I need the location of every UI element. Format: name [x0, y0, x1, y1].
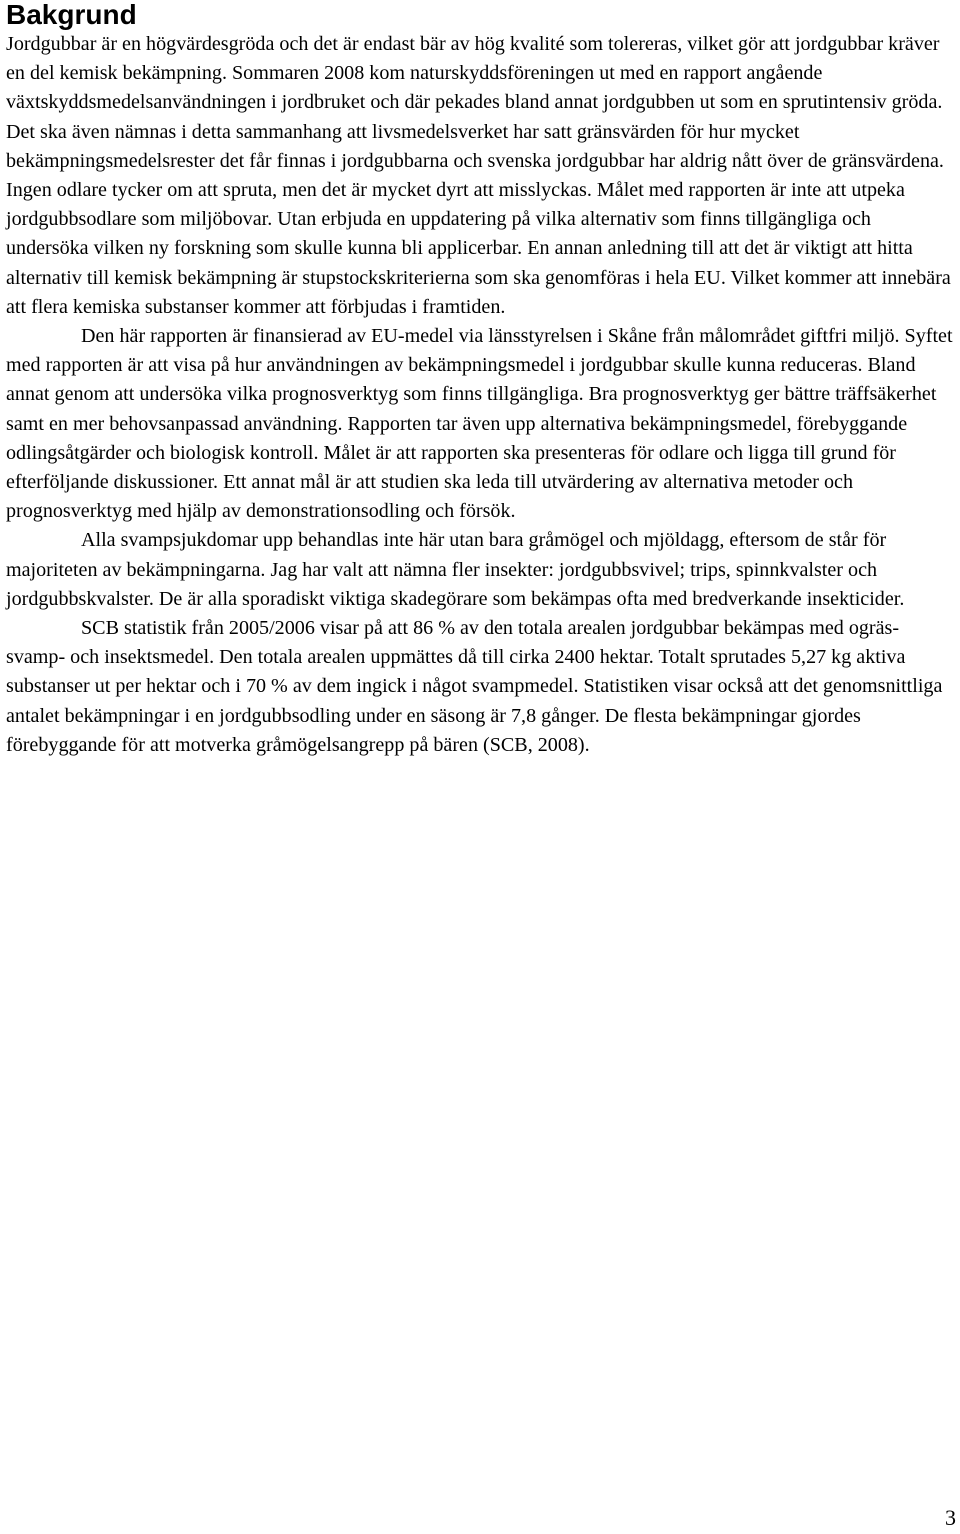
document-page: [6, 0, 956, 760]
paragraph-funding: Den här rapporten är finansierad av EU-medel via länsstyrelsen i Skåne från målområdet giftfri miljö. Syftet med rapporten är att visa på hur användningen av bekämpningsmedel i jordgubbar skulle kunna reduceras. Bland annat genom att undersöka vilka prognosverktyg som finns tillgängliga. Bra prognosverktyg ger bättre träffsäkerhet samt en mer behovsanpassad användning. Rapporten tar även upp alternativa bekämpningsmedel, förebyggande odlingsåtgärder och biologisk kontroll. Målet är att rapporten ska presenteras för odlare och ligga till grund för efterföljande diskussioner. Ett annat mål är att studien ska leda till utvärdering av alternativa metoder och prognosverktyg med hjälp av demonstrationsodling och försök.: [6, 325, 953, 523]
section-heading: Bakgrund: [6, 0, 137, 30]
paragraph-statistics: SCB statistik från 2005/2006 visar på att 86 % av den totala arealen jordgubbar bekämpas med ogräs- svamp- och insektsmedel. Den totala arealen uppmättes då till cirka 2400 hektar. Totalt sprutades 5,27 kg aktiva substanser ut per hektar och i 70 % av dem ingick i något svampmedel. Statistiken visar också att det genomsnittliga antalet bekämpningar i en jordgubbsodling under en säsong är 7,8 gånger. De flesta bekämpningar gjordes förebyggande för att motverka gråmögelsangrepp på bären (SCB, 2008).: [6, 617, 943, 756]
paragraph-intro: Jordgubbar är en högvärdesgröda och det är endast bär av hög kvalité som tolereras, vilket gör att jordgubbar kräver en del kemisk bekämpning. Sommaren 2008 kom naturskyddsföreningen ut med en rapport angående växtskyddsmedelsanvändningen i jordbruket och där pekades bland annat jordgubben ut som en sprutintensiv gröda. Det ska även nämnas i detta sammanhang att livsmedelsverket har satt gränsvärden för hur mycket bekämpningsmedelsrester det får finnas i jordgubbarna och svenska jordgubbar har aldrig nått över de gränsvärdena. Ingen odlare tycker om att spruta, men det är mycket dyrt att misslyckas. Målet med rapporten är inte att utpeka jordgubbsodlare som miljöbovar. Utan erbjuda en uppdatering på vilka alternativ som finns tillgängliga och undersöka vilken ny forskning som skulle kunna bli applicerbar. En annan anledning till att det är viktigt att hitta alternativ till kemisk bekämpning är stupstockskriterierna som ska genomföras i hela EU. Vilket kommer att innebära att flera kemiska substanser kommer att förbjudas i framtiden.: [6, 33, 951, 318]
paragraph-pests: Alla svampsjukdomar upp behandlas inte här utan bara gråmögel och mjöldagg, eftersom de står för majoriteten av bekämpningarna. Jag har valt att nämna fler insekter: jordgubbsvivel; trips, spinnkvalster och jordgubbskvalster. De är alla sporadiskt viktiga skadegörare som bekämpas ofta med bredverkande insekticider.: [6, 529, 905, 610]
page-number: 3: [945, 1505, 956, 1530]
body-text: [6, 30, 956, 760]
